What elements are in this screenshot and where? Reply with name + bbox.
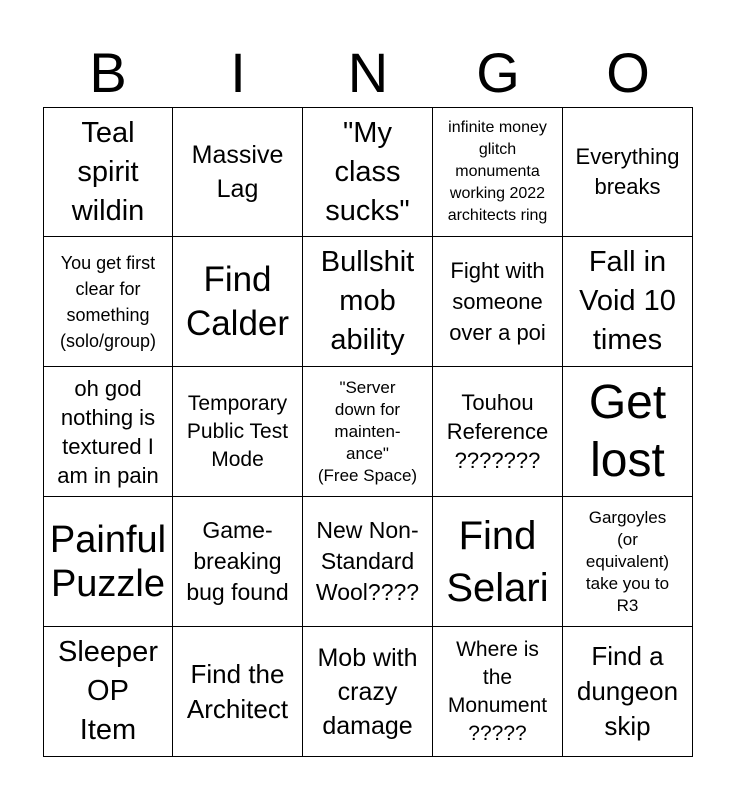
cell-text: "My class sucks" [325,116,410,227]
bingo-cell[interactable] [433,107,563,237]
bingo-cell[interactable] [303,367,433,497]
bingo-cell[interactable] [173,627,303,757]
cell-text: Fight with someone over a poi [449,258,546,345]
bingo-cell[interactable] [43,367,173,497]
cell-text: Find Selari [446,513,549,610]
cell-text: infinite money glitch monumenta working 2022 architects ring [447,119,548,224]
cell-text: Temporary Public Test Mode [186,391,289,471]
bingo-cell[interactable] [433,627,563,757]
bingo-cell[interactable] [303,497,433,627]
cell-text: Mob with crazy damage [317,643,418,740]
cell-text: Where is the Monument ????? [447,637,548,745]
cell-text: Massive Lag [191,141,284,203]
cell-text: Touhou Reference ??????? [446,390,549,473]
bingo-cell[interactable] [303,107,433,237]
cell-text: oh god nothing is textured I am in pain [57,375,159,488]
cell-text: Sleeper OP Item [58,636,158,746]
bingo-cell[interactable] [173,497,303,627]
cell-text: "Server down for mainten- ance" (Free Space) [317,377,418,485]
bingo-cell[interactable] [563,237,693,367]
cell-text: Painful Puzzle [49,518,167,605]
bingo-cell[interactable] [43,497,173,627]
cell-text: You get first clear for something (solo/group) [59,252,157,351]
bingo-cell[interactable] [563,367,693,497]
bingo-cell[interactable] [563,107,693,237]
cell-text: Game- breaking bug found [186,517,289,605]
cell-text: Find Calder [185,259,290,343]
bingo-cell[interactable] [43,627,173,757]
bingo-cell[interactable] [563,627,693,757]
bingo-cell[interactable] [433,497,563,627]
cell-text: Find the Architect [186,658,289,724]
bingo-cell[interactable] [433,237,563,367]
cell-text: Teal spirit wildin [71,116,145,227]
cell-text: Get lost [588,375,667,487]
header-letter-b: B [89,41,127,104]
bingo-cell[interactable] [173,107,303,237]
header-letter-n: N [347,41,389,104]
bingo-cell[interactable] [173,237,303,367]
cell-text: Everything breaks [575,144,680,199]
bingo-cell[interactable] [43,107,173,237]
cell-text: New Non- Standard Wool???? [315,517,420,605]
cell-text: Bullshit mob ability [320,246,415,356]
bingo-cell[interactable] [43,237,173,367]
bingo-cell[interactable] [303,627,433,757]
bingo-grid [43,107,693,757]
bingo-cell[interactable] [433,367,563,497]
bingo-header [43,40,693,106]
bingo-cell[interactable] [173,367,303,497]
cell-text: Fall in Void 10 times [579,246,676,356]
header-letter-g: G [476,41,520,104]
bingo-cell[interactable] [303,237,433,367]
bingo-cell[interactable] [563,497,693,627]
cell-text: Gargoyles (or equivalent) take you to R3 [585,507,670,615]
header-letter-i: I [230,41,246,104]
cell-text: Find a dungeon skip [576,641,679,741]
header-letter-o: O [606,41,650,104]
